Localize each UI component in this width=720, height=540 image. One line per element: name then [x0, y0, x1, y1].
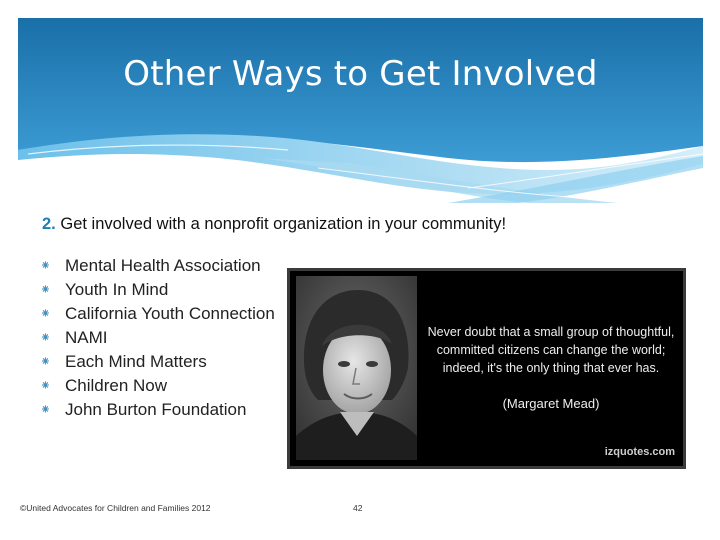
list-item-text: Children Now	[65, 376, 168, 395]
bullet-icon: ⁕	[40, 378, 51, 393]
bullet-icon: ⁕	[40, 330, 51, 345]
list-item	[40, 352, 290, 372]
quote-author: (Margaret Mead)	[502, 396, 600, 411]
list-item-text: California Youth Connection	[65, 304, 275, 323]
list-item	[40, 256, 290, 276]
banner-wave-graphic	[18, 18, 703, 203]
page-number: 42	[353, 503, 363, 513]
subheading	[42, 213, 662, 235]
portrait-illustration	[296, 276, 417, 460]
page-title: Other Ways to Get Involved	[123, 54, 598, 94]
list-item	[40, 376, 290, 396]
list-item	[40, 304, 290, 324]
list-item-text: Mental Health Association	[65, 256, 261, 275]
bullet-icon: ⁕	[40, 258, 51, 273]
list-item	[40, 400, 290, 420]
list-item	[40, 328, 290, 348]
bullet-icon: ⁕	[40, 306, 51, 321]
subheading-text: Get involved with a nonprofit organization in your community!	[60, 215, 507, 233]
portrait-photo	[296, 276, 417, 460]
footer-copyright: ©United Advocates for Children and Families 2012	[20, 503, 211, 513]
quote-text: Never doubt that a small group of thoughtful, committed citizens can change the world; indeed, it's the only thing that ever has.	[427, 325, 675, 375]
list-item-text: Each Mind Matters	[65, 352, 207, 371]
bullet-icon: ⁕	[40, 402, 51, 417]
watermark: izquotes.com	[604, 446, 675, 458]
bullet-icon: ⁕	[40, 282, 51, 297]
bullet-icon: ⁕	[40, 354, 51, 369]
subheading-number: 2.	[42, 215, 56, 233]
list-item-text: NAMI	[65, 328, 108, 347]
list-item	[40, 280, 290, 300]
list-item-text: Youth In Mind	[65, 280, 169, 299]
organization-list	[40, 256, 290, 424]
list-item-text: John Burton Foundation	[65, 400, 247, 419]
quote-image	[287, 268, 686, 469]
title-banner	[18, 18, 703, 203]
